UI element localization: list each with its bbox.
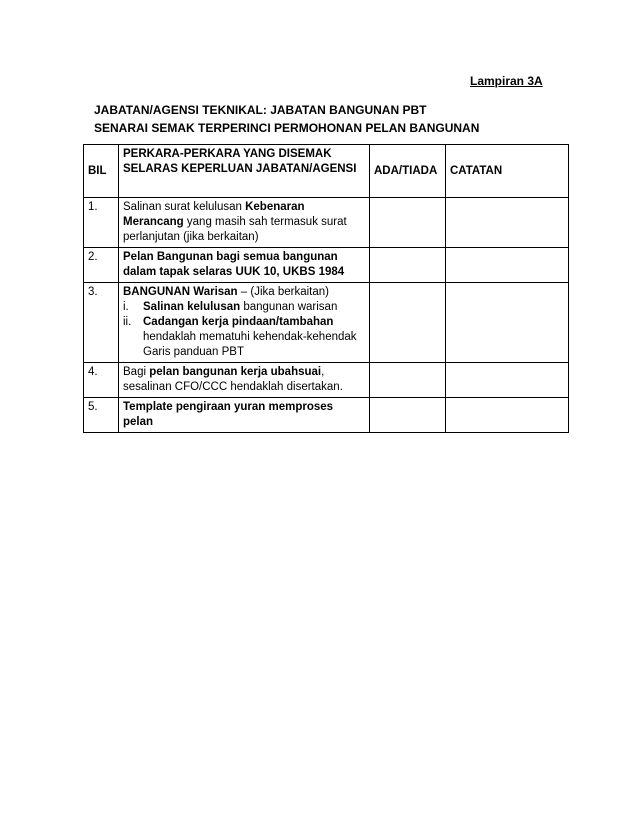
sub-item bbox=[123, 300, 365, 315]
ada-tiada-cell[interactable] bbox=[370, 363, 446, 398]
table-row bbox=[84, 398, 569, 433]
item-text: , sesalinan CFO/CCC hendaklah disertakan. bbox=[123, 366, 343, 393]
item-bold: Kebenaran Merancang bbox=[123, 201, 305, 228]
table-row bbox=[84, 198, 569, 248]
ada-tiada-cell[interactable] bbox=[370, 198, 446, 248]
sub-bold: Salinan kelulusan bbox=[143, 301, 241, 313]
header-perkara: PERKARA-PERKARA YANG DISEMAK SELARAS KEPERLUAN JABATAN/AGENSI bbox=[119, 145, 370, 198]
row-number: 2. bbox=[84, 248, 119, 283]
table-row bbox=[84, 283, 569, 363]
catatan-cell[interactable] bbox=[446, 283, 569, 363]
row-number: 1. bbox=[84, 198, 119, 248]
item-text: Bagi bbox=[123, 366, 150, 378]
catatan-cell[interactable] bbox=[446, 198, 569, 248]
lampiran-label: Lampiran 3A bbox=[470, 74, 543, 88]
catatan-cell[interactable] bbox=[446, 363, 569, 398]
header-catatan: CATATAN bbox=[446, 145, 569, 198]
sub-list bbox=[123, 300, 365, 360]
heading-agency: JABATAN/AGENSI TEKNIKAL: JABATAN BANGUNAN PBT bbox=[94, 103, 427, 117]
catatan-cell[interactable] bbox=[446, 248, 569, 283]
item-bold: Pelan Bangunan bagi semua bangunan dalam tapak selaras UUK 10, UKBS 1984 bbox=[123, 251, 345, 278]
item-bold: BANGUNAN Warisan bbox=[123, 286, 238, 298]
table-row bbox=[84, 363, 569, 398]
row-item bbox=[119, 283, 370, 363]
table-header-row bbox=[84, 145, 569, 198]
sub-bold: Cadangan kerja pindaan/tambahan bbox=[143, 316, 334, 328]
sub-number: ii. bbox=[123, 316, 132, 328]
item-bold: Template pengiraan yuran memproses pelan bbox=[123, 401, 334, 428]
item-text: – (Jika berkaitan) bbox=[237, 286, 329, 298]
sub-text: hendaklah mematuhi kehendak-kehendak Garis panduan PBT bbox=[143, 331, 357, 358]
row-item bbox=[119, 398, 370, 433]
sub-text: bangunan warisan bbox=[240, 301, 338, 313]
item-text: Salinan surat kelulusan bbox=[123, 201, 246, 213]
row-number: 3. bbox=[84, 283, 119, 363]
ada-tiada-cell[interactable] bbox=[370, 398, 446, 433]
item-bold: pelan bangunan kerja ubahsuai bbox=[149, 366, 322, 378]
row-item bbox=[119, 363, 370, 398]
item-text: yang masih sah termasuk surat perlanjutan (jika berkaitan) bbox=[123, 216, 347, 243]
header-ada-tiada: ADA/TIADA bbox=[370, 145, 446, 198]
table-row bbox=[84, 248, 569, 283]
header-bil: BIL bbox=[84, 145, 119, 198]
row-item bbox=[119, 198, 370, 248]
sub-number: i. bbox=[123, 301, 129, 313]
checklist-table bbox=[83, 144, 569, 433]
row-item bbox=[119, 248, 370, 283]
heading-checklist: SENARAI SEMAK TERPERINCI PERMOHONAN PELAN BANGUNAN bbox=[94, 121, 480, 135]
sub-item bbox=[123, 315, 365, 360]
ada-tiada-cell[interactable] bbox=[370, 248, 446, 283]
catatan-cell[interactable] bbox=[446, 398, 569, 433]
ada-tiada-cell[interactable] bbox=[370, 283, 446, 363]
row-number: 5. bbox=[84, 398, 119, 433]
row-number: 4. bbox=[84, 363, 119, 398]
